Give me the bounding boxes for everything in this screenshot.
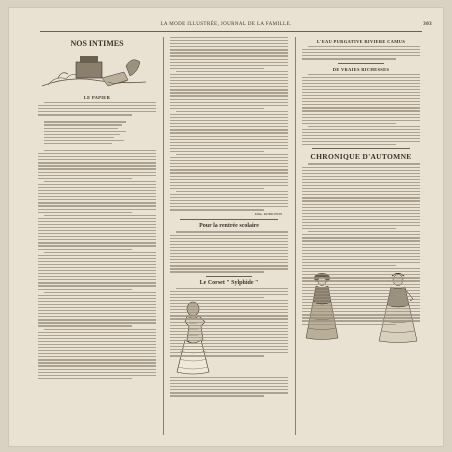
top-rule <box>40 31 422 32</box>
divider <box>338 63 384 64</box>
corset-text-end <box>170 377 288 397</box>
purgative-notice-title: L'EAU PURGATIVE RIVIERE CAMUS <box>316 39 406 44</box>
purgative-notice-text <box>302 46 420 60</box>
divider <box>312 148 410 149</box>
chronicle-text <box>302 163 420 266</box>
woman-figure-illustration-right <box>376 271 420 343</box>
section-title: NOS INTIMES <box>70 39 124 48</box>
newspaper-page <box>8 7 444 447</box>
riches-text <box>302 74 420 146</box>
chronicle-title: CHRONIQUE D'AUTOMNE <box>310 152 412 162</box>
divider <box>180 219 278 220</box>
column-2 <box>170 37 288 399</box>
corset-intro <box>170 288 288 298</box>
column-1 <box>38 37 156 381</box>
notice-title: Pour la rentrée scolaire <box>199 223 259 230</box>
running-head <box>8 22 444 30</box>
article-signature: Mme. ROBICHON <box>254 212 282 217</box>
running-title: LA MODE ILLUSTRÉE, JOURNAL DE LA FAMILLE. <box>160 22 292 27</box>
article-text <box>38 102 156 379</box>
corset-title: Le Corset " Sylphide " <box>199 279 259 286</box>
article-text-continued <box>170 37 288 211</box>
column-rule <box>295 37 296 435</box>
column-3 <box>302 37 420 345</box>
divider <box>206 276 252 277</box>
notice-text <box>170 231 288 272</box>
riches-title: DE VRAIES RICHESSES <box>332 66 390 72</box>
column-rule <box>163 37 164 435</box>
page-number: 303 <box>423 22 432 27</box>
article-title: LE PAPIER <box>83 95 111 100</box>
desk-vignette-illustration <box>38 52 150 88</box>
